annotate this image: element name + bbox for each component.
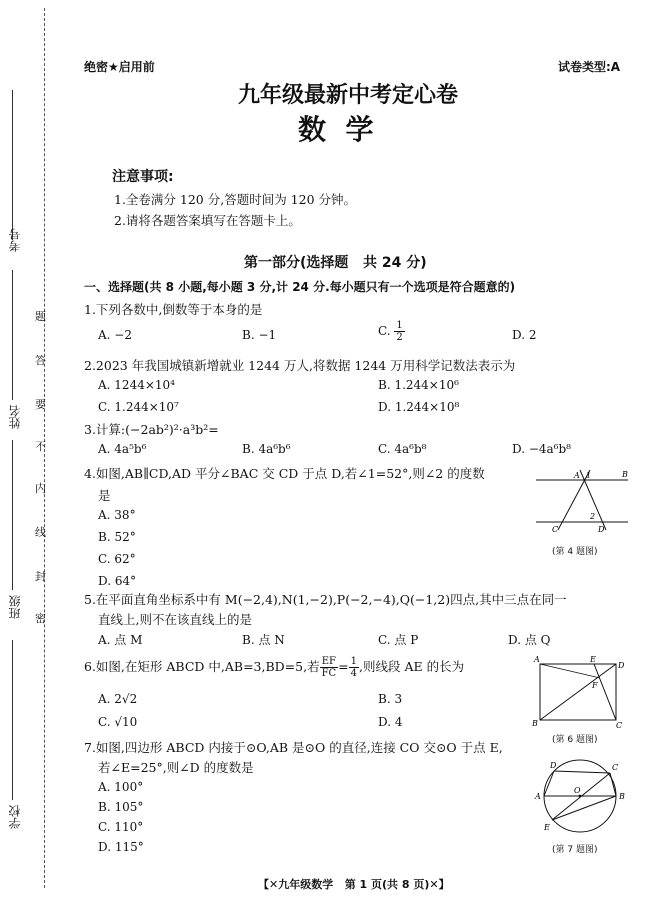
option-d: D. 2 <box>512 328 537 342</box>
option-a: A. −2 <box>98 328 132 342</box>
figure-caption: (第 4 题图) <box>552 547 598 557</box>
option-c: C. 110° <box>98 820 144 834</box>
option-a: A. 4a⁵b⁶ <box>98 442 147 456</box>
option-b: B. 105° <box>98 800 144 814</box>
notice-item: 1.全卷满分 120 分,答题时间为 120 分钟。 <box>114 192 357 207</box>
label-b: B <box>619 792 625 801</box>
notice-item: 2.请将各题答案填写在答题卡上。 <box>114 213 301 228</box>
figure-q4 <box>530 466 634 544</box>
question-stem: 2.2023 年我国城镇新增就业 1244 万人,将数据 1244 万用科学记数法表示为 <box>84 358 516 373</box>
option-c <box>378 320 405 343</box>
label-c: C <box>616 721 623 730</box>
label-b: B <box>622 470 628 479</box>
side-line-1 <box>12 90 13 240</box>
side-line-3 <box>12 440 13 590</box>
option-d: D. −4a⁶b⁸ <box>512 442 571 456</box>
label-c: C <box>612 763 619 772</box>
option-b: B. 52° <box>98 530 136 544</box>
option-c: C. 4a⁶b⁸ <box>378 442 427 456</box>
fraction-numerator: 1 <box>396 320 403 331</box>
option-a: A. 1244×10⁴ <box>98 378 175 392</box>
side-label-name: 姓名 <box>8 405 22 429</box>
option-a: A. 点 M <box>98 633 143 647</box>
fraction-ef-fc <box>320 656 339 679</box>
option-a: A. 2√2 <box>98 692 138 706</box>
question-stem-cont: 若∠E=25°,则∠D 的度数是 <box>98 760 254 775</box>
option-c: C. 点 P <box>378 633 419 647</box>
label-e: E <box>544 823 550 832</box>
question-stem <box>84 656 464 679</box>
seal-char: 不 <box>35 440 46 453</box>
fraction-numerator: 1 <box>350 656 358 667</box>
figure-q6 <box>530 654 630 730</box>
figure-caption: (第 6 题图) <box>552 735 598 745</box>
side-label-class: 班级 <box>8 595 22 619</box>
figure-q7 <box>530 752 630 838</box>
side-label-school: 学校 <box>8 805 22 829</box>
label-d: D <box>598 525 605 534</box>
side-label-exam-no: 考号 <box>8 228 22 252</box>
question-stem: 4.如图,AB∥CD,AD 平分∠BAC 交 CD 于点 D,若∠1=52°,则∠2 的度数 <box>84 466 485 481</box>
option-d: D. 1.244×10⁸ <box>378 400 460 414</box>
secret-mark: 绝密★启用前 <box>84 60 155 74</box>
seal-char: 内 <box>35 482 46 495</box>
side-line-2 <box>12 270 13 400</box>
option-b: B. 3 <box>378 692 403 706</box>
exam-title: 九年级最新中考定心卷 <box>238 83 459 108</box>
label-c: C <box>552 525 559 534</box>
figure-caption: (第 7 题图) <box>552 845 598 855</box>
seal-char: 封 <box>35 570 46 583</box>
option-b: B. 点 N <box>242 633 285 647</box>
question-stem: 3.计算:(−2ab²)²·a³b²= <box>84 422 219 437</box>
paper-type: 试卷类型:A <box>558 60 621 74</box>
side-line-4 <box>12 640 13 800</box>
equals-sign: = <box>338 659 349 674</box>
question-stem-cont: 直线上,则不在该直线上的是 <box>98 612 252 627</box>
question-stem: 1.下列各数中,倒数等于本身的是 <box>84 302 263 317</box>
label-e: E <box>590 655 596 664</box>
label-1: 1 <box>586 471 592 480</box>
section-title: 一、选择题(共 8 小题,每小题 3 分,计 24 分.每小题只有一个选项是符合题意的) <box>84 280 516 294</box>
option-a: A. 38° <box>98 508 136 522</box>
option-c: C. √10 <box>98 715 138 729</box>
label-d: D <box>618 661 625 670</box>
option-c-prefix: C. <box>378 324 391 338</box>
option-d: D. 4 <box>378 715 403 729</box>
label-o: O <box>574 786 581 795</box>
option-c: C. 62° <box>98 552 136 566</box>
label-2: 2 <box>590 512 596 521</box>
question-stem: 5.在平面直角坐标系中有 M(−2,4),N(1,−2),P(−2,−4),Q(−1,2)四点,其中三点在同一 <box>84 592 567 607</box>
seal-char: 要 <box>35 398 46 411</box>
option-d: D. 64° <box>98 574 137 588</box>
notice-heading: 注意事项: <box>112 169 174 185</box>
question-stem: 7.如图,四边形 ABCD 内接于⊙O,AB 是⊙O 的直径,连接 CO 交⊙O 于点 E, <box>84 740 503 755</box>
page-footer: 【✕九年级数学 第 1 页(共 8 页)✕】 <box>258 878 450 891</box>
fraction <box>394 320 404 343</box>
question-stem-cont: 是 <box>98 488 111 503</box>
seal-char: 线 <box>35 526 46 539</box>
fraction-denominator: 2 <box>396 332 403 343</box>
stem-text-post: ,则线段 AE 的长为 <box>359 659 465 674</box>
option-a: A. 100° <box>98 780 144 794</box>
label-f: F <box>592 681 598 690</box>
option-b: B. 4a⁶b⁶ <box>242 442 291 456</box>
label-a: A <box>535 792 541 801</box>
option-b: B. −1 <box>242 328 277 342</box>
subject-title: 数 学 <box>298 113 374 146</box>
fraction-denominator: FC <box>321 668 337 679</box>
option-d: D. 115° <box>98 840 144 854</box>
fraction-denominator: 4 <box>350 668 358 679</box>
fraction-one-quarter <box>349 656 359 679</box>
label-d: D <box>550 761 557 770</box>
label-a: A <box>574 471 580 480</box>
option-c: C. 1.244×10⁷ <box>98 400 179 414</box>
label-b: B <box>532 719 538 728</box>
stem-text: 6.如图,在矩形 ABCD 中,AB=3,BD=5,若 <box>84 659 320 674</box>
seal-char: 答 <box>35 354 46 367</box>
seal-char: 题 <box>35 310 46 323</box>
fraction-numerator: EF <box>320 656 339 668</box>
option-d: D. 点 Q <box>508 633 551 647</box>
part-title: 第一部分(选择题 共 24 分) <box>244 255 427 271</box>
option-b: B. 1.244×10⁶ <box>378 378 459 392</box>
seal-char: 密 <box>35 612 46 625</box>
label-a: A <box>534 655 540 664</box>
